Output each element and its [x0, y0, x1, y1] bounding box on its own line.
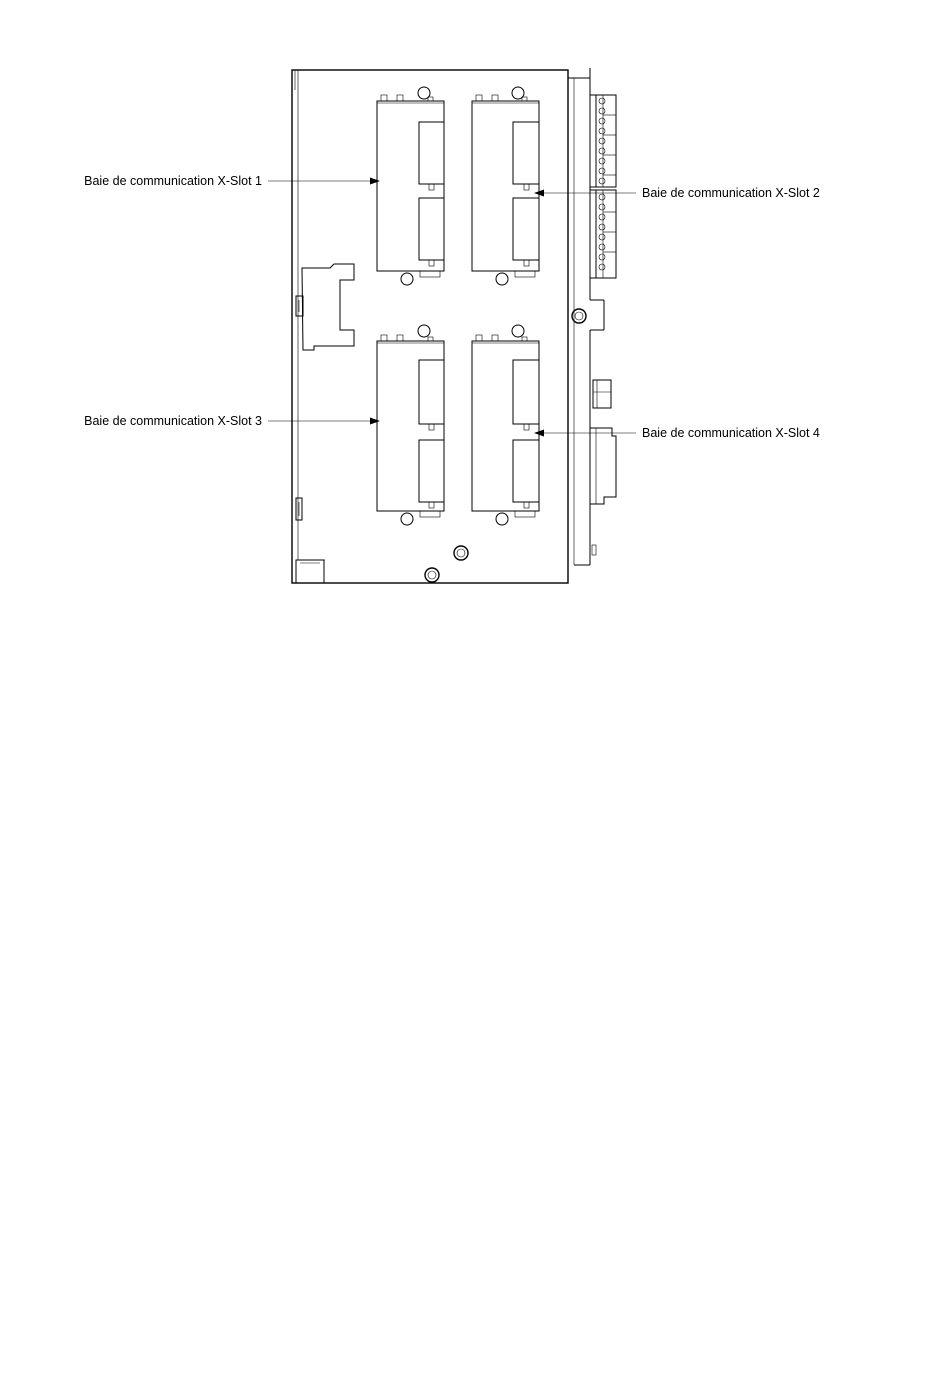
- callout-slot-3-label: Baie de communication X-Slot 3: [84, 414, 262, 428]
- callout-slot-3-leader: [268, 418, 380, 425]
- callout-slot-2-label: Baie de communication X-Slot 2: [642, 186, 820, 200]
- terminal-block-middle: [590, 190, 616, 278]
- callout-slot-1-leader: [268, 178, 380, 185]
- callout-slot-1-label: Baie de communication X-Slot 1: [84, 174, 262, 188]
- side-connector: [590, 380, 616, 504]
- side-profile: [568, 68, 604, 565]
- bottom-screws: [425, 546, 468, 582]
- callout-slot-2-leader: [534, 190, 636, 197]
- terminal-block-top: [590, 95, 616, 187]
- callout-slot-4-label: Baie de communication X-Slot 4: [642, 426, 820, 440]
- slot-1-bay: [377, 87, 444, 285]
- callout-slot-4-leader: [534, 430, 636, 437]
- housing: [292, 70, 568, 583]
- left-latch: [296, 264, 354, 520]
- slot-4-bay: [472, 325, 539, 525]
- slot-3-bay: [377, 325, 444, 525]
- slot-2-bay: [472, 87, 539, 285]
